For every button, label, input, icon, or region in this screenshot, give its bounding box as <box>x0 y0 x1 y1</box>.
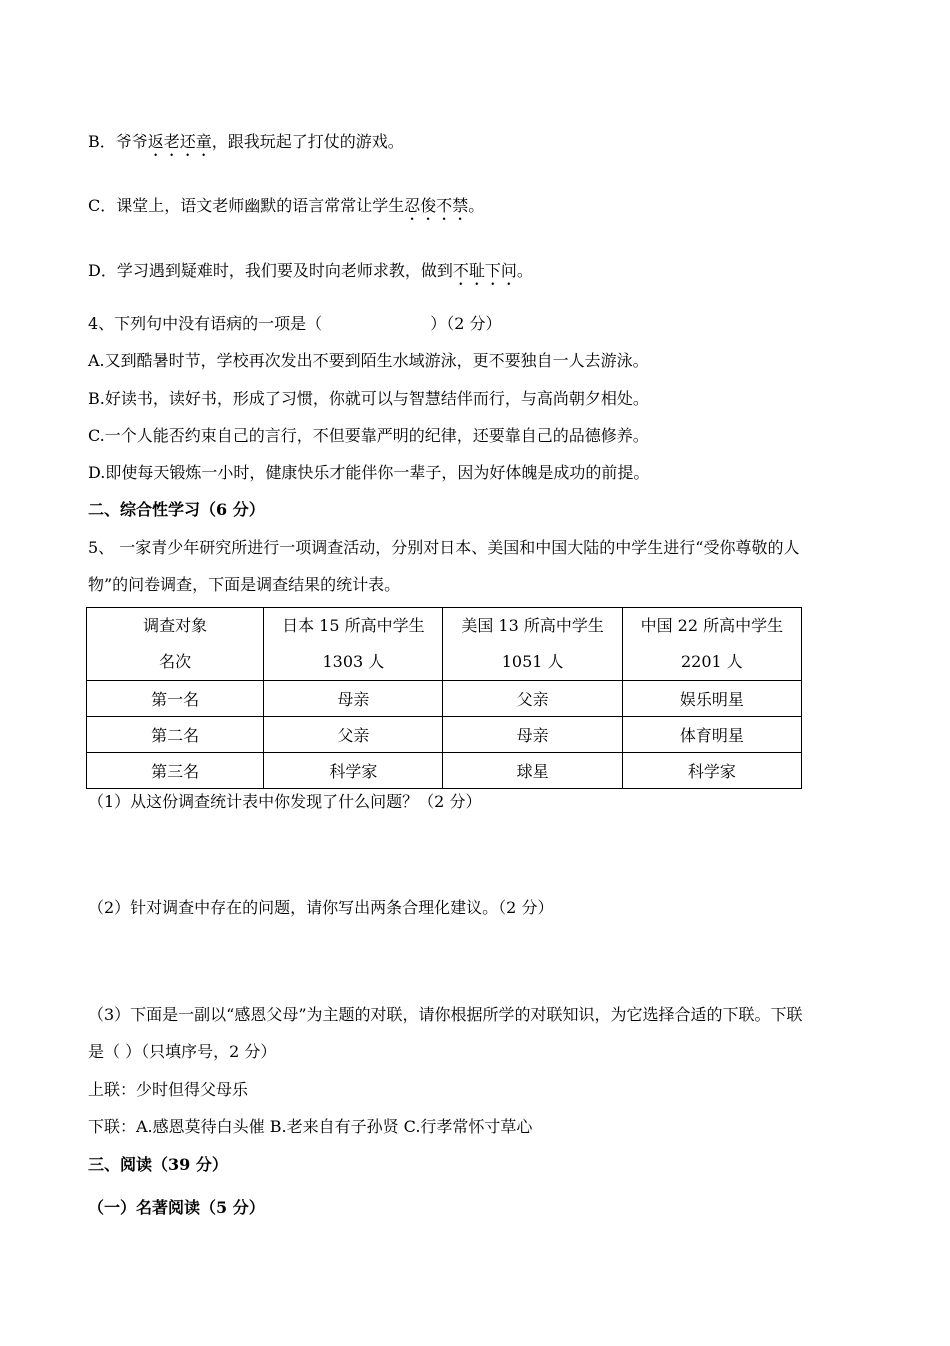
table-row <box>87 681 802 717</box>
q5-line2: 物”的问卷调查，下面是调查结果的统计表。 <box>88 575 401 594</box>
table-header-cell <box>443 608 622 681</box>
table-header-cell <box>264 608 443 681</box>
table-cell: 父亲 <box>264 717 443 753</box>
option-b <box>88 132 404 160</box>
option-b-idiom: 返老还童 <box>147 132 212 151</box>
table-cell: 母亲 <box>443 717 622 753</box>
option-b-text: B．爷爷 <box>88 132 148 151</box>
table-cell: 父亲 <box>443 681 622 717</box>
q4-option-b: B.好读书，读好书，形成了习惯，你就可以与智慧结伴而行，与高尚朝夕相处。 <box>88 389 649 408</box>
q4-stem <box>88 314 501 334</box>
option-d-tail: 。 <box>516 261 533 280</box>
section3-title: 三、阅读（39 分） <box>88 1155 228 1174</box>
header-label: 1303 人 <box>322 652 385 671</box>
header-label: 调查对象 <box>143 616 208 635</box>
option-c <box>88 196 484 224</box>
option-b-tail: ，跟我玩起了打仗的游戏。 <box>211 132 404 151</box>
header-label: 名次 <box>159 652 192 671</box>
table-cell: 科学家 <box>264 753 443 789</box>
option-d-text: D．学习遇到疑难时，我们要及时向老师求教，做到 <box>88 261 453 280</box>
table-cell: 球星 <box>443 753 622 789</box>
header-label: 2201 人 <box>680 652 743 671</box>
q5-line1: 5、 一家青少年研究所进行一项调查活动，分别对日本、美国和中国大陆的中学生进行“受你尊敬的人 <box>88 538 800 557</box>
header-label: 中国 22 所高中学生 <box>640 616 784 635</box>
table-cell: 第三名 <box>87 753 264 789</box>
table-row <box>87 753 802 789</box>
section2-title: 二、综合性学习（6 分） <box>88 500 265 519</box>
table-cell: 娱乐明星 <box>622 681 801 717</box>
subq-1: （1）从这份调查统计表中你发现了什么问题？（2 分） <box>88 792 482 811</box>
option-c-idiom: 忍俊不禁 <box>404 196 469 215</box>
q4-option-a: A.又到酷暑时节，学校再次发出不要到陌生水域游泳，更不要独自一人去游泳。 <box>88 351 649 370</box>
q4-option-d: D.即使每天锻炼一小时，健康快乐才能伴你一辈子，因为好体魄是成功的前提。 <box>88 463 650 482</box>
subq-3-line2: 是（ ）（只填序号，2 分） <box>88 1042 277 1061</box>
survey-table <box>86 607 802 789</box>
q4-score: ）（2 分） <box>430 314 502 333</box>
subq-3-line1: （3）下面是一副以“感恩父母”为主题的对联，请你根据所学的对联知识，为它选择合适的下联。下联 <box>88 1005 803 1024</box>
couplet-lower: 下联：A.感恩莫待白头催 B.老来自有子孙贤 C.行孝常怀寸草心 <box>88 1117 533 1136</box>
table-cell: 科学家 <box>622 753 801 789</box>
table-cell: 第一名 <box>87 681 264 717</box>
option-d <box>88 261 533 289</box>
section3-sub1: （一）名著阅读（5 分） <box>88 1198 265 1217</box>
table-header-cell <box>622 608 801 681</box>
table-cell: 母亲 <box>264 681 443 717</box>
header-label: 1051 人 <box>501 652 564 671</box>
subq-2: （2）针对调查中存在的问题，请你写出两条合理化建议。（2 分） <box>88 898 554 917</box>
option-c-text: C．课堂上，语文老师幽默的语言常常让学生 <box>88 196 405 215</box>
header-label: 日本 15 所高中学生 <box>282 616 425 635</box>
table-row <box>87 717 802 753</box>
table-header-row <box>87 608 802 681</box>
option-c-tail: 。 <box>468 196 485 215</box>
table-cell: 第二名 <box>87 717 264 753</box>
table-cell: 体育明星 <box>622 717 801 753</box>
couplet-upper: 上联：少时但得父母乐 <box>88 1080 249 1099</box>
option-d-idiom: 不耻下问 <box>452 261 517 280</box>
table-header-cell <box>87 608 264 681</box>
q4-option-c: C.一个人能否约束自己的言行，不但要靠严明的纪律，还要靠自己的品德修养。 <box>88 426 649 445</box>
q4-stem-text: 4、下列句中没有语病的一项是（ <box>88 314 323 333</box>
header-label: 美国 13 所高中学生 <box>461 616 604 635</box>
